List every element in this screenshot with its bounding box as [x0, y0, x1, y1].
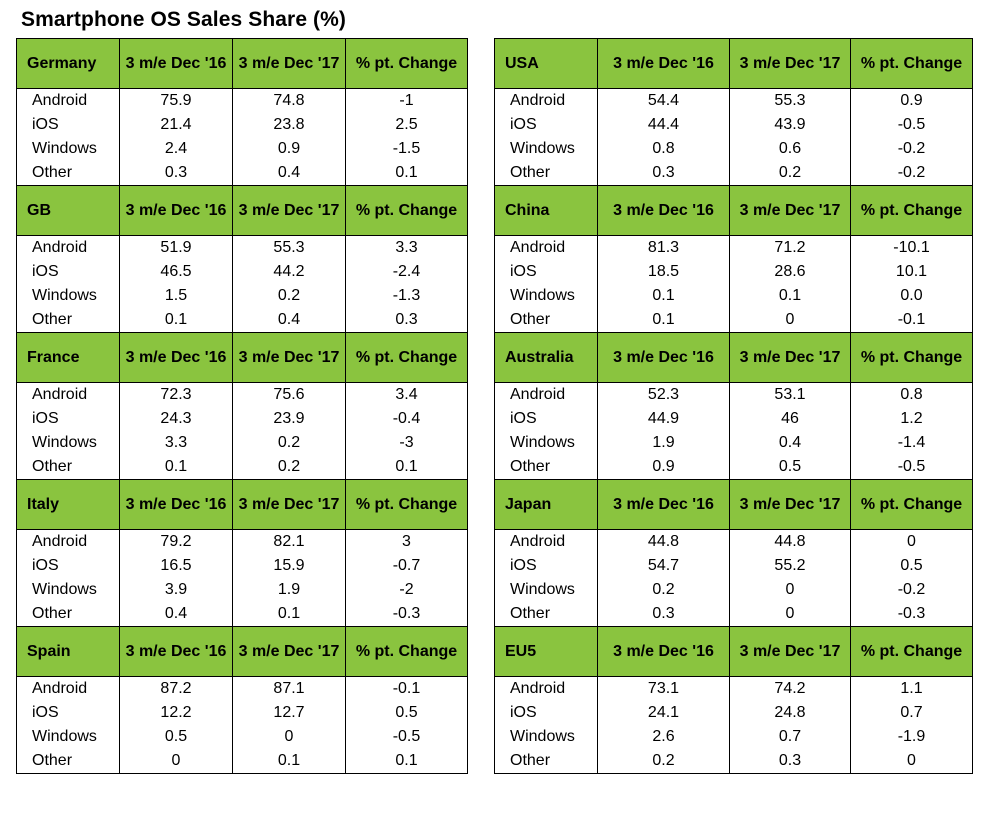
dec16-value-cell: 0.1: [120, 308, 233, 333]
column-header: 3 m/e Dec '17: [233, 186, 346, 236]
dec17-value-cell: 74.8: [233, 89, 346, 114]
dec16-value-cell: 0.3: [598, 602, 730, 627]
column-header: 3 m/e Dec '16: [598, 186, 730, 236]
column-header: 3 m/e Dec '16: [120, 333, 233, 383]
table-row: [495, 383, 973, 408]
table-row: [495, 455, 973, 480]
country-header: China: [495, 186, 598, 236]
dec16-value-cell: 81.3: [598, 236, 730, 261]
dec16-value-cell: 73.1: [598, 677, 730, 702]
change-value-cell: -10.1: [851, 236, 973, 261]
change-value-cell: -1: [346, 89, 468, 114]
column-header: 3 m/e Dec '16: [598, 333, 730, 383]
dec17-value-cell: 44.2: [233, 260, 346, 284]
dec17-value-cell: 71.2: [730, 236, 851, 261]
os-name-cell: Windows: [17, 431, 120, 455]
column-header: % pt. Change: [346, 480, 468, 530]
change-value-cell: 0.0: [851, 284, 973, 308]
dec17-value-cell: 0: [730, 602, 851, 627]
os-name-cell: Other: [495, 455, 598, 480]
dec17-value-cell: 43.9: [730, 113, 851, 137]
table-row: [17, 725, 468, 749]
dec16-value-cell: 0.1: [598, 308, 730, 333]
os-name-cell: Android: [17, 89, 120, 114]
table-row: [17, 284, 468, 308]
dec17-value-cell: 0.4: [233, 161, 346, 186]
os-name-cell: Windows: [495, 284, 598, 308]
os-name-cell: Android: [495, 677, 598, 702]
column-header: 3 m/e Dec '16: [598, 627, 730, 677]
country-header: GB: [17, 186, 120, 236]
change-value-cell: -0.4: [346, 407, 468, 431]
os-name-cell: Windows: [17, 137, 120, 161]
dec16-value-cell: 24.3: [120, 407, 233, 431]
change-value-cell: -0.2: [851, 578, 973, 602]
os-name-cell: Android: [495, 530, 598, 555]
right-table: [494, 38, 973, 774]
change-value-cell: -0.2: [851, 137, 973, 161]
os-name-cell: Windows: [495, 137, 598, 161]
column-header: 3 m/e Dec '16: [598, 480, 730, 530]
os-name-cell: Other: [17, 455, 120, 480]
dec17-value-cell: 0.2: [233, 284, 346, 308]
dec16-value-cell: 75.9: [120, 89, 233, 114]
table-row: [17, 701, 468, 725]
table-header-row: [17, 627, 468, 677]
dec16-value-cell: 0.9: [598, 455, 730, 480]
column-header: 3 m/e Dec '17: [730, 333, 851, 383]
dec16-value-cell: 3.9: [120, 578, 233, 602]
column-header: % pt. Change: [346, 627, 468, 677]
dec16-value-cell: 44.8: [598, 530, 730, 555]
table-header-row: [495, 627, 973, 677]
change-value-cell: 0: [851, 749, 973, 774]
change-value-cell: -0.5: [346, 725, 468, 749]
dec16-value-cell: 3.3: [120, 431, 233, 455]
column-header: % pt. Change: [346, 39, 468, 89]
dec17-value-cell: 0: [730, 308, 851, 333]
dec16-value-cell: 46.5: [120, 260, 233, 284]
change-value-cell: 0.3: [346, 308, 468, 333]
os-name-cell: iOS: [17, 113, 120, 137]
table-row: [495, 530, 973, 555]
country-header: EU5: [495, 627, 598, 677]
os-name-cell: Other: [17, 602, 120, 627]
change-value-cell: 10.1: [851, 260, 973, 284]
table-row: [17, 89, 468, 114]
table-row: [495, 701, 973, 725]
table-row: [495, 89, 973, 114]
column-header: % pt. Change: [851, 39, 973, 89]
dec17-value-cell: 55.3: [233, 236, 346, 261]
table-header-row: [17, 333, 468, 383]
table-row: [495, 161, 973, 186]
dec17-value-cell: 12.7: [233, 701, 346, 725]
dec16-value-cell: 0.8: [598, 137, 730, 161]
dec17-value-cell: 15.9: [233, 554, 346, 578]
table-row: [17, 137, 468, 161]
country-header: Japan: [495, 480, 598, 530]
column-header: 3 m/e Dec '17: [233, 627, 346, 677]
country-header: Australia: [495, 333, 598, 383]
dec17-value-cell: 46: [730, 407, 851, 431]
dec17-value-cell: 0: [233, 725, 346, 749]
os-name-cell: Windows: [495, 431, 598, 455]
os-name-cell: Android: [17, 236, 120, 261]
column-header: 3 m/e Dec '17: [233, 39, 346, 89]
os-name-cell: Windows: [17, 725, 120, 749]
change-value-cell: -1.3: [346, 284, 468, 308]
dec16-value-cell: 21.4: [120, 113, 233, 137]
country-header: Germany: [17, 39, 120, 89]
dec17-value-cell: 24.8: [730, 701, 851, 725]
left-panel: [16, 38, 468, 774]
table-row: [17, 113, 468, 137]
dec16-value-cell: 0: [120, 749, 233, 774]
dec16-value-cell: 79.2: [120, 530, 233, 555]
dec17-value-cell: 23.8: [233, 113, 346, 137]
os-name-cell: Windows: [495, 725, 598, 749]
change-value-cell: -0.7: [346, 554, 468, 578]
table-row: [17, 554, 468, 578]
table-row: [17, 578, 468, 602]
dec17-value-cell: 0.1: [730, 284, 851, 308]
os-name-cell: Android: [17, 530, 120, 555]
change-value-cell: -3: [346, 431, 468, 455]
table-header-row: [495, 333, 973, 383]
table-row: [495, 725, 973, 749]
column-header: 3 m/e Dec '17: [730, 186, 851, 236]
dec16-value-cell: 2.6: [598, 725, 730, 749]
table-row: [495, 602, 973, 627]
change-value-cell: 3: [346, 530, 468, 555]
dec16-value-cell: 1.5: [120, 284, 233, 308]
dec16-value-cell: 44.4: [598, 113, 730, 137]
dec16-value-cell: 54.7: [598, 554, 730, 578]
change-value-cell: 0.1: [346, 161, 468, 186]
dec17-value-cell: 0.4: [233, 308, 346, 333]
table-row: [17, 407, 468, 431]
change-value-cell: -0.5: [851, 113, 973, 137]
dec17-value-cell: 82.1: [233, 530, 346, 555]
dec17-value-cell: 0.2: [233, 431, 346, 455]
change-value-cell: 0.8: [851, 383, 973, 408]
column-header: 3 m/e Dec '16: [120, 480, 233, 530]
dec17-value-cell: 0.2: [730, 161, 851, 186]
country-header: USA: [495, 39, 598, 89]
dec17-value-cell: 0.2: [233, 455, 346, 480]
column-header: 3 m/e Dec '16: [120, 39, 233, 89]
table-row: [17, 749, 468, 774]
column-header: 3 m/e Dec '17: [730, 627, 851, 677]
table-row: [17, 602, 468, 627]
left-table: [16, 38, 468, 774]
dec17-value-cell: 0.3: [730, 749, 851, 774]
dec16-value-cell: 54.4: [598, 89, 730, 114]
column-header: 3 m/e Dec '17: [730, 480, 851, 530]
os-name-cell: Other: [17, 161, 120, 186]
os-name-cell: Android: [17, 677, 120, 702]
change-value-cell: 0: [851, 530, 973, 555]
dec16-value-cell: 1.9: [598, 431, 730, 455]
dec16-value-cell: 52.3: [598, 383, 730, 408]
os-name-cell: Other: [495, 749, 598, 774]
os-name-cell: iOS: [495, 260, 598, 284]
table-row: [17, 383, 468, 408]
change-value-cell: -1.5: [346, 137, 468, 161]
dec17-value-cell: 74.2: [730, 677, 851, 702]
column-header: 3 m/e Dec '16: [120, 186, 233, 236]
dec16-value-cell: 0.5: [120, 725, 233, 749]
dec17-value-cell: 0: [730, 578, 851, 602]
dec17-value-cell: 0.1: [233, 602, 346, 627]
dec17-value-cell: 0.7: [730, 725, 851, 749]
table-row: [495, 137, 973, 161]
os-name-cell: iOS: [495, 407, 598, 431]
change-value-cell: -2.4: [346, 260, 468, 284]
change-value-cell: -0.3: [346, 602, 468, 627]
os-name-cell: Windows: [495, 578, 598, 602]
table-row: [495, 431, 973, 455]
change-value-cell: 2.5: [346, 113, 468, 137]
dec16-value-cell: 0.4: [120, 602, 233, 627]
dec16-value-cell: 0.1: [598, 284, 730, 308]
table-row: [495, 677, 973, 702]
page-title: Smartphone OS Sales Share (%): [21, 8, 346, 31]
table-row: [17, 431, 468, 455]
dec16-value-cell: 87.2: [120, 677, 233, 702]
dec17-value-cell: 0.5: [730, 455, 851, 480]
dec16-value-cell: 44.9: [598, 407, 730, 431]
country-header: Spain: [17, 627, 120, 677]
os-name-cell: Other: [495, 308, 598, 333]
os-name-cell: Android: [495, 383, 598, 408]
change-value-cell: 3.3: [346, 236, 468, 261]
os-name-cell: iOS: [17, 701, 120, 725]
table-row: [495, 113, 973, 137]
change-value-cell: -1.4: [851, 431, 973, 455]
column-header: % pt. Change: [346, 186, 468, 236]
table-header-row: [17, 480, 468, 530]
table-row: [495, 578, 973, 602]
dec16-value-cell: 24.1: [598, 701, 730, 725]
table-row: [495, 554, 973, 578]
change-value-cell: 1.1: [851, 677, 973, 702]
os-name-cell: iOS: [17, 260, 120, 284]
change-value-cell: -2: [346, 578, 468, 602]
table-header-row: [17, 39, 468, 89]
dec17-value-cell: 87.1: [233, 677, 346, 702]
table-row: [17, 530, 468, 555]
column-header: 3 m/e Dec '17: [730, 39, 851, 89]
dec17-value-cell: 0.9: [233, 137, 346, 161]
os-name-cell: Other: [17, 749, 120, 774]
column-header: % pt. Change: [851, 186, 973, 236]
table-header-row: [17, 186, 468, 236]
right-panel: [494, 38, 973, 774]
dec16-value-cell: 0.2: [598, 578, 730, 602]
table-row: [495, 308, 973, 333]
os-name-cell: Android: [17, 383, 120, 408]
change-value-cell: -0.3: [851, 602, 973, 627]
dec17-value-cell: 44.8: [730, 530, 851, 555]
change-value-cell: -1.9: [851, 725, 973, 749]
table-header-row: [495, 480, 973, 530]
dec17-value-cell: 1.9: [233, 578, 346, 602]
dec16-value-cell: 0.2: [598, 749, 730, 774]
os-name-cell: Other: [495, 161, 598, 186]
dec17-value-cell: 0.1: [233, 749, 346, 774]
change-value-cell: 0.1: [346, 455, 468, 480]
dec16-value-cell: 0.1: [120, 455, 233, 480]
os-name-cell: Android: [495, 89, 598, 114]
table-row: [17, 677, 468, 702]
os-name-cell: iOS: [17, 554, 120, 578]
dec17-value-cell: 28.6: [730, 260, 851, 284]
dec16-value-cell: 2.4: [120, 137, 233, 161]
table-header-row: [495, 39, 973, 89]
table-row: [495, 260, 973, 284]
os-name-cell: iOS: [495, 113, 598, 137]
change-value-cell: 1.2: [851, 407, 973, 431]
dec17-value-cell: 23.9: [233, 407, 346, 431]
dec17-value-cell: 55.3: [730, 89, 851, 114]
os-name-cell: iOS: [495, 701, 598, 725]
dec16-value-cell: 51.9: [120, 236, 233, 261]
column-header: 3 m/e Dec '16: [598, 39, 730, 89]
column-header: 3 m/e Dec '16: [120, 627, 233, 677]
table-row: [495, 236, 973, 261]
change-value-cell: 3.4: [346, 383, 468, 408]
os-name-cell: iOS: [17, 407, 120, 431]
dec16-value-cell: 16.5: [120, 554, 233, 578]
dec16-value-cell: 0.3: [598, 161, 730, 186]
table-row: [17, 455, 468, 480]
dec17-value-cell: 0.4: [730, 431, 851, 455]
dec17-value-cell: 53.1: [730, 383, 851, 408]
dec17-value-cell: 0.6: [730, 137, 851, 161]
column-header: 3 m/e Dec '17: [233, 333, 346, 383]
dec17-value-cell: 75.6: [233, 383, 346, 408]
change-value-cell: 0.1: [346, 749, 468, 774]
os-name-cell: Windows: [17, 284, 120, 308]
column-header: % pt. Change: [346, 333, 468, 383]
table-row: [495, 749, 973, 774]
table-row: [495, 407, 973, 431]
dec16-value-cell: 18.5: [598, 260, 730, 284]
change-value-cell: -0.5: [851, 455, 973, 480]
column-header: % pt. Change: [851, 333, 973, 383]
table-header-row: [495, 186, 973, 236]
dec16-value-cell: 12.2: [120, 701, 233, 725]
change-value-cell: 0.5: [346, 701, 468, 725]
table-row: [495, 284, 973, 308]
dec16-value-cell: 72.3: [120, 383, 233, 408]
os-name-cell: Android: [495, 236, 598, 261]
column-header: % pt. Change: [851, 627, 973, 677]
country-header: Italy: [17, 480, 120, 530]
table-row: [17, 308, 468, 333]
change-value-cell: -0.1: [851, 308, 973, 333]
change-value-cell: 0.7: [851, 701, 973, 725]
change-value-cell: -0.2: [851, 161, 973, 186]
dec16-value-cell: 0.3: [120, 161, 233, 186]
column-header: % pt. Change: [851, 480, 973, 530]
os-name-cell: iOS: [495, 554, 598, 578]
dec17-value-cell: 55.2: [730, 554, 851, 578]
country-header: France: [17, 333, 120, 383]
column-header: 3 m/e Dec '17: [233, 480, 346, 530]
change-value-cell: 0.9: [851, 89, 973, 114]
table-row: [17, 260, 468, 284]
os-name-cell: Windows: [17, 578, 120, 602]
change-value-cell: -0.1: [346, 677, 468, 702]
change-value-cell: 0.5: [851, 554, 973, 578]
os-name-cell: Other: [17, 308, 120, 333]
table-row: [17, 161, 468, 186]
table-row: [17, 236, 468, 261]
os-name-cell: Other: [495, 602, 598, 627]
